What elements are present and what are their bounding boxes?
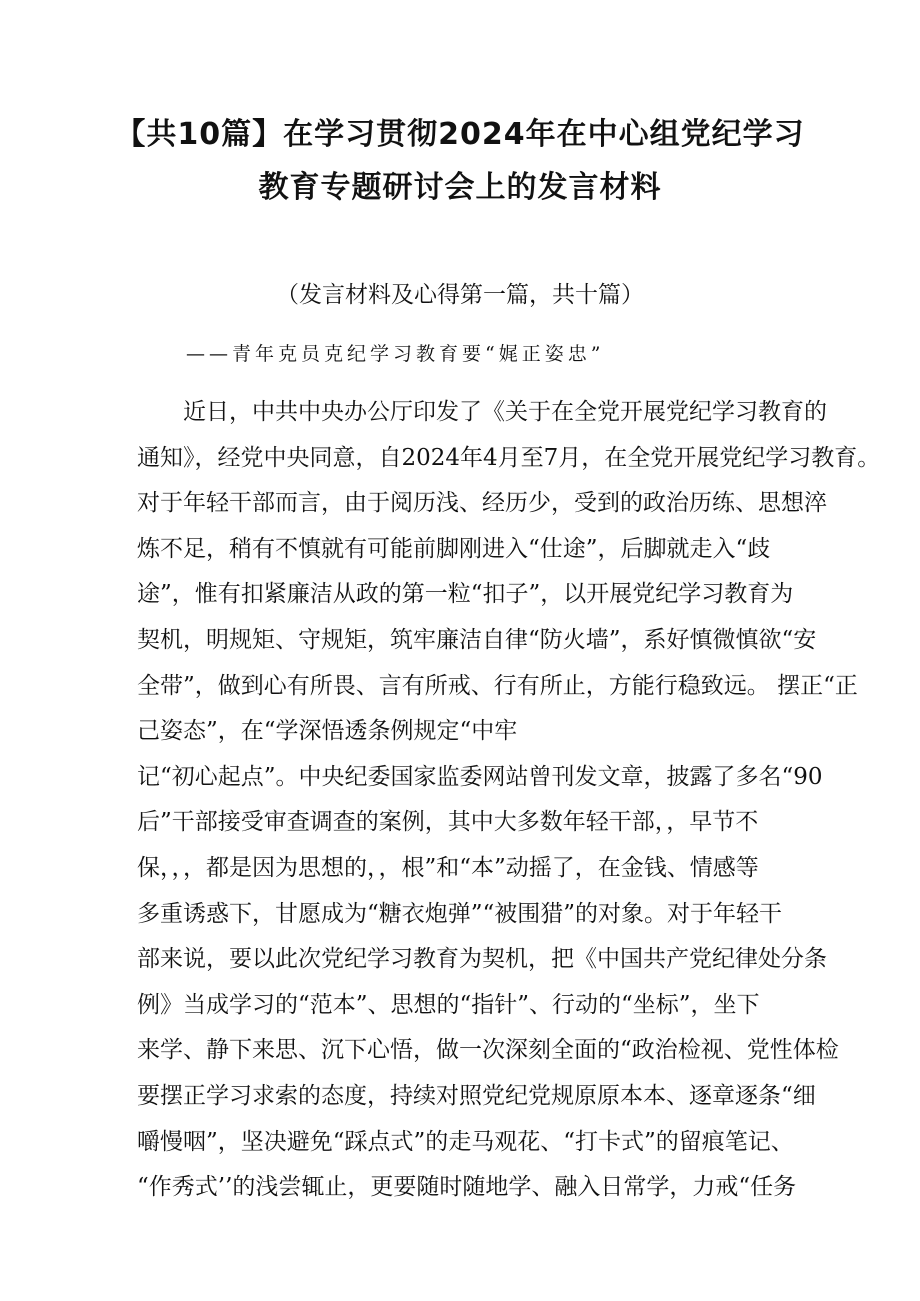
document-title-line-1: 【共10篇】在学习贯彻2024年在中心组党纪学习 bbox=[115, 117, 805, 152]
body-line: 多重诱惑下，甘愿成为“糖衣炮弹”“被围猎”的对象。对于年轻干 bbox=[137, 900, 783, 927]
body-line: 嚼慢咽”，坚决避免“踩点式”的走马观花、“打卡式”的留痕笔记、 bbox=[137, 1128, 794, 1155]
body-line: 例》当成学习的“范本”、思想的“指针”、行动的“坐标”，坐下 bbox=[137, 991, 760, 1018]
body-line: 契机，明规矩、守规矩，筑牢廉洁自律“防火墙”，系好慎微慎欲“安 bbox=[137, 626, 817, 653]
body-line: 炼不足，稍有不慎就有可能前脚刚进入“仕途”，后脚就走入“歧 bbox=[137, 535, 771, 562]
body-line: 全带”，做到心有所畏、言有所戒、行有所止，方能行稳致远。 摆正“正 bbox=[137, 672, 858, 699]
document-body bbox=[137, 390, 881, 1211]
body-line: 保，，，都是因为思想的，，根”和“本”动摇了，在金钱、情感等 bbox=[137, 854, 759, 881]
document-subtitle: （发言材料及心得第一篇，共十篇） bbox=[276, 282, 644, 308]
body-line: 己姿态”，在“学深悟透条例规定“中牢 bbox=[137, 718, 518, 745]
body-line: 通知》，经党中央同意，自2024年4月至7月，在全党开展党纪学习教育。 bbox=[137, 444, 881, 471]
body-line: 后”干部接受审查调查的案例，其中大多数年轻干部，，早节不 bbox=[137, 809, 759, 836]
document-byline: ——青年克员克纪学习教育要“娓正姿忠” bbox=[186, 343, 605, 365]
body-line: 来学、静下来思、沉下心悟，做一次深刻全面的“政治检视、党性体检 bbox=[137, 1037, 839, 1064]
body-line: 部来说，要以此次党纪学习教育为契机，把《中国共产党纪律处分条 bbox=[137, 946, 827, 973]
body-line: 要摆正学习求索的态度，持续对照党纪党规原原本本、逐章逐条“细 bbox=[137, 1082, 816, 1109]
document-title-line-2: 教育专题研讨会上的发言材料 bbox=[258, 170, 662, 205]
body-line: “作秀式’’的浅尝辄止，更要随时随地学、融入日常学，力戒“任务 bbox=[137, 1174, 797, 1201]
body-line: 途”，惟有扣紧廉洁从政的第一粒“扣子”，以开展党纪学习教育为 bbox=[137, 581, 794, 608]
body-line: 对于年轻干部而言，由于阅历浅、经历少，受到的政治历练、思想淬 bbox=[137, 490, 827, 517]
body-line: 近日，中共中央办公厅印发了《关于在全党开展党纪学习教育的 bbox=[183, 399, 827, 425]
body-line: 记“初心起点”。中央纪委国家监委网站曾刊发文章，披露了多名“90 bbox=[137, 763, 823, 790]
